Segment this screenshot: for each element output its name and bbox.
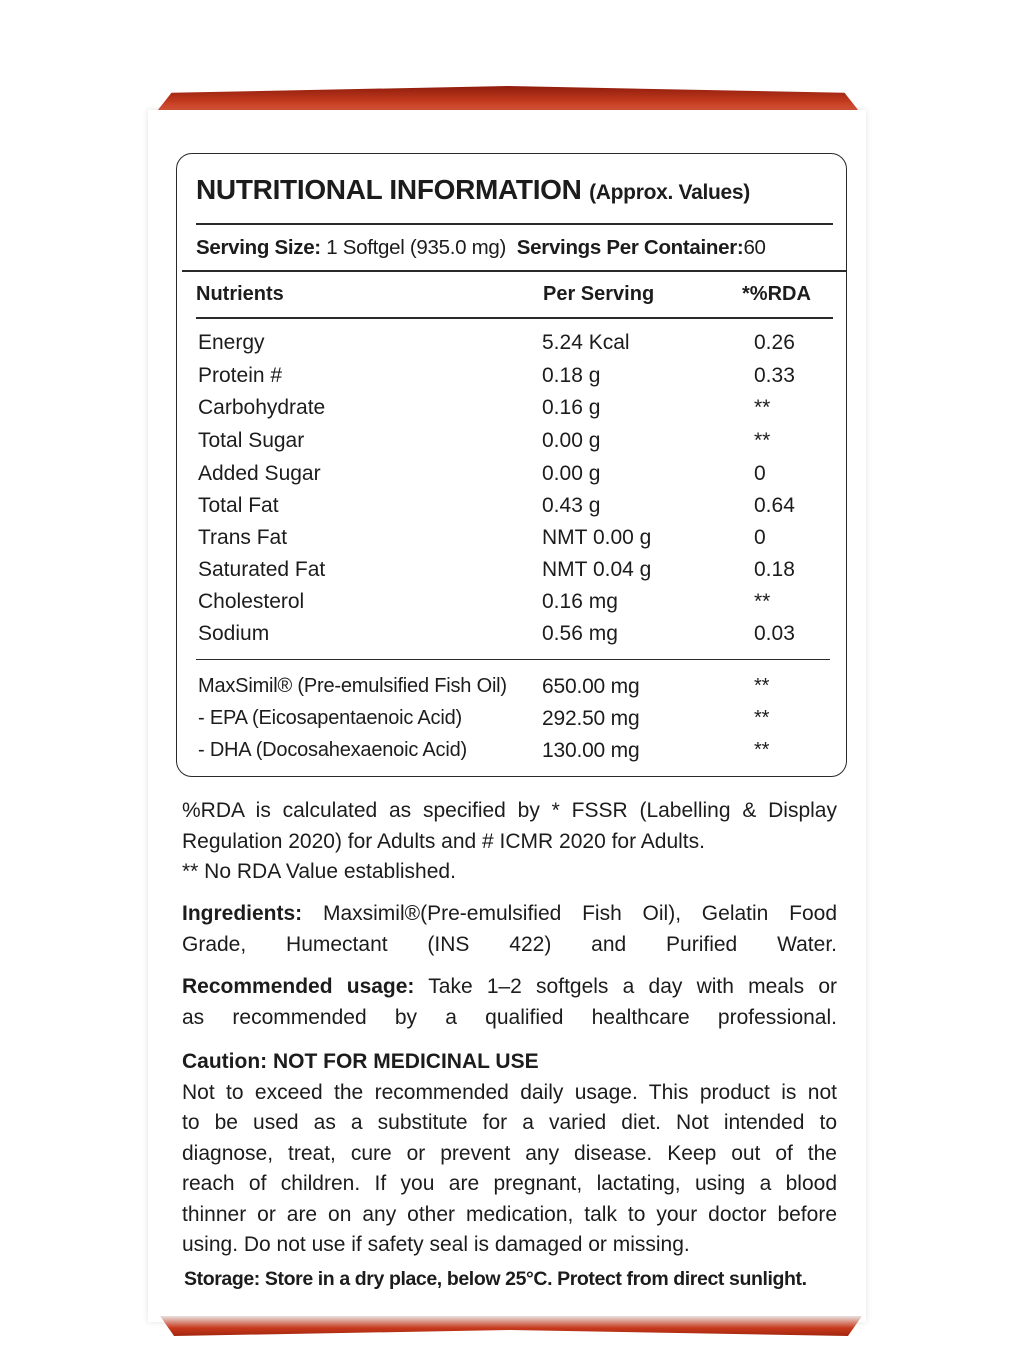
fish-oil-per-serving: 650.00 mg: [542, 675, 640, 698]
ingredients-line: [182, 899, 837, 930]
nutrient-name: Sodium: [198, 622, 270, 645]
nutrient-name: Total Fat: [198, 494, 279, 517]
nutrient-per-serving: 0.43 g: [542, 494, 601, 517]
nutrient-per-serving: 0.16 g: [542, 396, 601, 419]
title-divider: [196, 223, 833, 225]
nutrient-name: Protein #: [198, 364, 283, 387]
fish-oil-per-serving: 292.50 mg: [542, 707, 640, 730]
rda-note-line: Regulation 2020) for Adults and # ICMR 2020 for Adults.: [182, 829, 705, 853]
nutrient-per-serving: 5.24 Kcal: [542, 331, 630, 354]
ingredients-text: Grade, Humectant (INS 422) and Purified Water.: [182, 932, 837, 956]
nutrient-per-serving: NMT 0.04 g: [542, 558, 652, 581]
nutrient-row: [196, 462, 836, 492]
usage-text: as recommended by a qualified healthcare professional.: [182, 1005, 837, 1029]
fish-oil-rda: **: [754, 707, 770, 729]
fish-oil-row: [196, 675, 836, 705]
nutrient-rda: **: [754, 396, 771, 419]
serving-divider: [182, 270, 847, 272]
nutrient-row: [196, 558, 836, 588]
caution-line: diagnose, treat, cure or prevent any disease. Keep out of the: [182, 1141, 837, 1165]
nutrient-row: [196, 494, 836, 524]
nutrient-rda: 0.18: [754, 558, 795, 581]
caution-line: Not to exceed the recommended daily usage. This product is not: [182, 1080, 837, 1104]
nutrient-name: Carbohydrate: [198, 396, 326, 419]
usage-line: [182, 972, 837, 1003]
nutrient-rda: 0.03: [754, 622, 795, 645]
nutrient-name: Saturated Fat: [198, 558, 326, 581]
nutrient-rda: **: [754, 590, 771, 613]
fish-oil-divider: [196, 659, 830, 660]
nutrient-row: [196, 590, 836, 620]
rda-note-line: %RDA is calculated as specified by * FSSR (Labelling & Display: [182, 799, 837, 822]
nutrient-per-serving: NMT 0.00 g: [542, 526, 652, 549]
caution-block: [182, 1047, 837, 1261]
serving-info: [196, 236, 836, 260]
fish-oil-rda: **: [754, 739, 770, 761]
caution-line: using. Do not use if safety seal is damaged or missing.: [182, 1233, 690, 1256]
nutrient-per-serving: 0.18 g: [542, 364, 601, 387]
ingredients-text: Maxsimil®(Pre-emulsified Fish Oil), Gelatin Food: [322, 902, 837, 925]
nutrient-rda: 0: [754, 526, 766, 549]
nutrient-name: Trans Fat: [198, 526, 288, 549]
fish-oil-row: [196, 707, 836, 737]
nutrient-rda: 0: [754, 462, 766, 485]
fish-oil-name: - DHA (Docosahexaenoic Acid): [198, 739, 467, 761]
serving-size-value: 1 Softgel (935.0 mg): [326, 236, 506, 259]
nutrient-per-serving: 0.00 g: [542, 462, 601, 485]
nutrient-per-serving: 0.56 mg: [542, 622, 618, 645]
panel-title-main: NUTRITIONAL INFORMATION: [196, 174, 582, 205]
rda-note: [182, 796, 837, 888]
nutrient-row: [196, 331, 836, 361]
column-header-per-serving: Per Serving: [543, 283, 655, 305]
nutrient-rda: 0.26: [754, 331, 795, 354]
nutrient-row: [196, 429, 836, 459]
nutrient-per-serving: 0.00 g: [542, 429, 601, 452]
fish-oil-row: [196, 739, 836, 769]
nutrient-row: [196, 396, 836, 426]
servings-per-container-value: 60: [743, 236, 766, 259]
usage-block: [182, 972, 837, 1033]
nutrient-rda: 0.33: [754, 364, 795, 387]
fish-oil-name: - EPA (Eicosapentaenoic Acid): [198, 707, 462, 729]
rda-note-line: ** No RDA Value established.: [182, 860, 456, 883]
fish-oil-name: MaxSimil® (Pre-emulsified Fish Oil): [198, 675, 507, 697]
ingredients-block: [182, 899, 837, 960]
fish-oil-per-serving: 130.00 mg: [542, 739, 640, 762]
servings-per-container-label: Servings Per Container:: [516, 236, 744, 259]
panel-title: [196, 174, 836, 206]
caution-heading: Caution: NOT FOR MEDICINAL USE: [182, 1050, 539, 1073]
nutrient-rda: 0.64: [754, 494, 795, 517]
usage-label: Recommended usage:: [182, 975, 415, 998]
nutrient-row: [196, 364, 836, 394]
caution-line: thinner or are on any other medication, talk to your doctor before: [182, 1202, 837, 1226]
nutrient-row: [196, 622, 836, 652]
box-bottom-edge: [160, 1316, 862, 1336]
usage-text: Take 1–2 softgels a day with meals or: [428, 975, 837, 998]
nutrient-rda: **: [754, 429, 771, 452]
panel-title-sub: (Approx. Values): [589, 181, 750, 204]
caution-line: to be used as a substitute for a varied diet. Not intended to: [182, 1111, 837, 1134]
column-header-rda: *%RDA: [742, 283, 811, 305]
column-header-nutrients: Nutrients: [196, 283, 284, 305]
caution-line: reach of children. If you are pregnant, lactating, using a blood: [182, 1172, 837, 1195]
serving-size-label: Serving Size:: [196, 236, 321, 259]
nutrient-name: Energy: [198, 331, 265, 354]
fish-oil-rda: **: [754, 675, 770, 697]
ingredients-label: Ingredients:: [182, 902, 303, 925]
nutrient-name: Total Sugar: [198, 429, 305, 452]
nutrient-name: Added Sugar: [198, 462, 321, 485]
storage-note: Storage: Store in a dry place, below 25°C. Protect from direct sunlight.: [184, 1268, 807, 1290]
nutrient-per-serving: 0.16 mg: [542, 590, 618, 613]
nutrient-name: Cholesterol: [198, 590, 305, 613]
nutrient-row: [196, 526, 836, 556]
header-divider: [196, 317, 833, 319]
